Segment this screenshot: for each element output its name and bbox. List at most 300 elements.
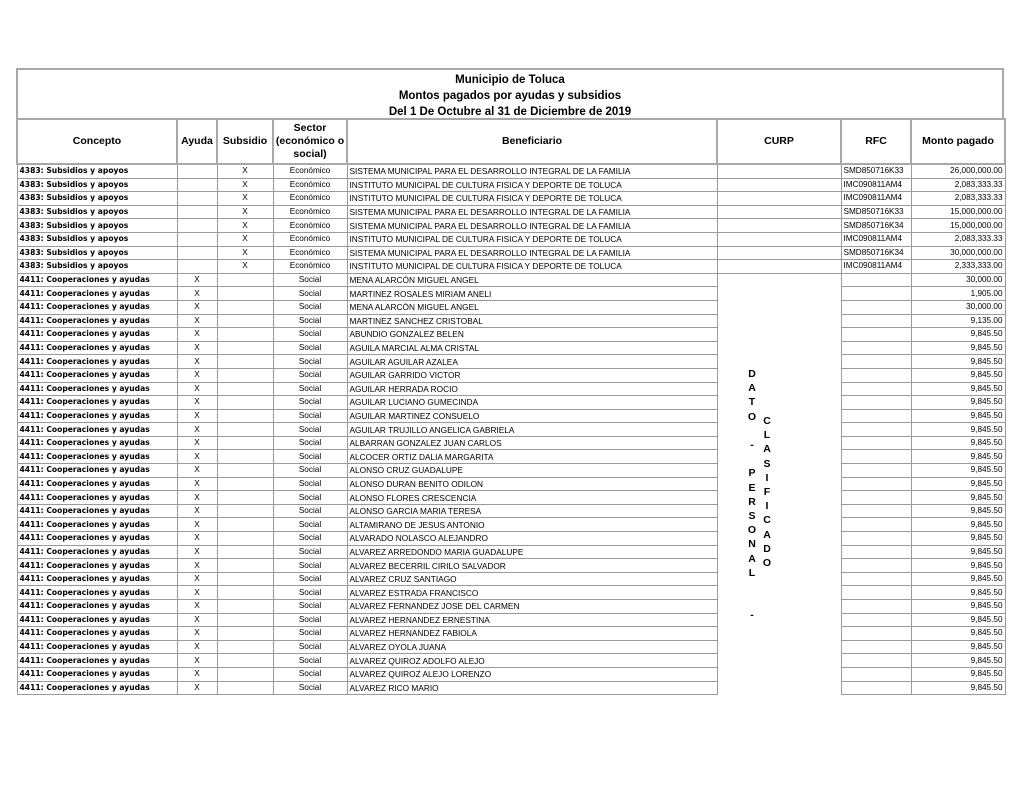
cell-rfc: [841, 640, 911, 654]
table-row: [17, 464, 1005, 478]
header-sector: Sector (económico o social): [273, 119, 347, 164]
cell-monto: 2,083,333.33: [911, 232, 1005, 246]
cell-subsidio: [217, 436, 273, 450]
cell-sector: Económico: [273, 232, 347, 246]
table-row: [17, 328, 1005, 342]
cell-beneficiario: ALONSO GARCIA MARIA TERESA: [347, 504, 717, 518]
cell-sector: Social: [273, 314, 347, 328]
cell-rfc: [841, 559, 911, 573]
report-title-box: [16, 68, 1004, 118]
cell-beneficiario: ALVAREZ QUIROZ ADOLFO ALEJO: [347, 654, 717, 668]
cell-rfc: [841, 654, 911, 668]
cell-subsidio: X: [217, 232, 273, 246]
cell-monto: 9,845.50: [911, 613, 1005, 627]
cell-sector: Social: [273, 545, 347, 559]
cell-concepto: 4411: Cooperaciones y ayudas: [17, 572, 177, 586]
cell-ayuda: [177, 260, 217, 274]
table-row: [17, 260, 1005, 274]
cell-concepto: 4411: Cooperaciones y ayudas: [17, 355, 177, 369]
cell-beneficiario: MARTINEZ SANCHEZ CRISTOBAL: [347, 314, 717, 328]
title-report-name: Montos pagados por ayudas y subsidios: [398, 90, 622, 102]
table-row: [17, 314, 1005, 328]
cell-monto: 9,845.50: [911, 423, 1005, 437]
vertical-letter: -: [750, 439, 754, 452]
table-row: [17, 559, 1005, 573]
header-beneficiario: Beneficiario: [347, 119, 717, 164]
cell-rfc: [841, 328, 911, 342]
cell-beneficiario: ALVAREZ OYOLA JUANA: [347, 640, 717, 654]
cell-concepto: 4411: Cooperaciones y ayudas: [17, 464, 177, 478]
cell-ayuda: X: [177, 450, 217, 464]
vertical-letter: S: [748, 510, 756, 523]
cell-monto: 1,905.00: [911, 287, 1005, 301]
cell-monto: 9,845.50: [911, 586, 1005, 600]
cell-ayuda: X: [177, 355, 217, 369]
cell-subsidio: X: [217, 164, 273, 178]
cell-rfc: [841, 341, 911, 355]
cell-ayuda: X: [177, 396, 217, 410]
cell-concepto: 4411: Cooperaciones y ayudas: [17, 314, 177, 328]
cell-concepto: 4411: Cooperaciones y ayudas: [17, 640, 177, 654]
vertical-letter: O: [747, 524, 757, 537]
table-row: [17, 287, 1005, 301]
report: [16, 68, 1004, 695]
vertical-letter: N: [748, 538, 756, 551]
vertical-letter: [745, 580, 759, 594]
title-period: Del 1 De Octubre al 31 de Diciembre de 2019: [388, 106, 632, 118]
cell-subsidio: [217, 477, 273, 491]
table-row: [17, 545, 1005, 559]
table-row: [17, 667, 1005, 681]
cell-beneficiario: ALONSO DURAN BENITO ODILON: [347, 477, 717, 491]
vertical-letter: I: [765, 471, 769, 484]
table-row: [17, 600, 1005, 614]
cell-ayuda: X: [177, 436, 217, 450]
vertical-letter: A: [763, 443, 771, 456]
cell-ayuda: X: [177, 613, 217, 627]
table-body: [17, 164, 1005, 695]
cell-rfc: [841, 355, 911, 369]
cell-monto: 2,083,333.33: [911, 178, 1005, 192]
table-row: [17, 586, 1005, 600]
cell-sector: Social: [273, 600, 347, 614]
cell-rfc: [841, 600, 911, 614]
cell-beneficiario: SISTEMA MUNICIPAL PARA EL DESARROLLO INTEGRAL DE LA FAMILIA: [347, 205, 717, 219]
cell-rfc: SMD850716K34: [841, 219, 911, 233]
cell-subsidio: [217, 572, 273, 586]
cell-monto: 9,845.50: [911, 396, 1005, 410]
cell-subsidio: [217, 613, 273, 627]
cell-rfc: [841, 368, 911, 382]
cell-sector: Social: [273, 273, 347, 287]
cell-beneficiario: AGUILAR TRUJILLO ANGELICA GABRIELA: [347, 423, 717, 437]
vertical-letter: E: [748, 481, 756, 494]
cell-sector: Social: [273, 504, 347, 518]
cell-monto: 2,083,333.33: [911, 192, 1005, 206]
cell-sector: Social: [273, 341, 347, 355]
cell-curp: [717, 246, 841, 260]
cell-subsidio: [217, 450, 273, 464]
cell-subsidio: [217, 532, 273, 546]
table-row: [17, 504, 1005, 518]
table-row: [17, 572, 1005, 586]
cell-subsidio: [217, 654, 273, 668]
cell-subsidio: [217, 681, 273, 695]
cell-sector: Social: [273, 559, 347, 573]
table-row: [17, 246, 1005, 260]
cell-beneficiario: MARTINEZ ROSALES MIRIAM ANELI: [347, 287, 717, 301]
cell-subsidio: [217, 586, 273, 600]
vertical-letter: I: [765, 500, 769, 513]
header-curp: CURP: [717, 119, 841, 164]
cell-subsidio: [217, 328, 273, 342]
cell-concepto: 4383: Subsidios y apoyos: [17, 192, 177, 206]
cell-subsidio: [217, 423, 273, 437]
cell-ayuda: X: [177, 464, 217, 478]
cell-ayuda: X: [177, 273, 217, 287]
cell-ayuda: X: [177, 423, 217, 437]
cell-monto: 9,845.50: [911, 600, 1005, 614]
table-row: [17, 627, 1005, 641]
cell-beneficiario: AGUILA MARCIAL ALMA CRISTAL: [347, 341, 717, 355]
cell-beneficiario: ALONSO CRUZ GUADALUPE: [347, 464, 717, 478]
table-row: [17, 436, 1005, 450]
cell-subsidio: [217, 300, 273, 314]
cell-beneficiario: AGUILAR LUCIANO GUMECINDA: [347, 396, 717, 410]
cell-curp: [717, 192, 841, 206]
cell-monto: 9,845.50: [911, 341, 1005, 355]
cell-ayuda: [177, 232, 217, 246]
cell-ayuda: [177, 246, 217, 260]
cell-concepto: 4411: Cooperaciones y ayudas: [17, 504, 177, 518]
cell-sector: Social: [273, 491, 347, 505]
cell-sector: Social: [273, 287, 347, 301]
cell-monto: 26,000,000.00: [911, 164, 1005, 178]
cell-monto: 9,845.50: [911, 409, 1005, 423]
cell-subsidio: [217, 464, 273, 478]
table-row: [17, 341, 1005, 355]
cell-concepto: 4411: Cooperaciones y ayudas: [17, 667, 177, 681]
cell-concepto: 4411: Cooperaciones y ayudas: [17, 300, 177, 314]
cell-sector: Social: [273, 436, 347, 450]
vertical-letter: A: [763, 528, 771, 541]
cell-beneficiario: ALCOCER ORTIZ DALIA MARGARITA: [347, 450, 717, 464]
cell-subsidio: X: [217, 192, 273, 206]
cell-monto: 9,845.50: [911, 532, 1005, 546]
cell-ayuda: X: [177, 409, 217, 423]
cell-sector: Social: [273, 586, 347, 600]
cell-rfc: SMD850716K34: [841, 246, 911, 260]
table-row: [17, 681, 1005, 695]
table-row: [17, 219, 1005, 233]
cell-beneficiario: MENA ALARCÓN MIGUEL ANGEL: [347, 300, 717, 314]
cell-subsidio: [217, 504, 273, 518]
cell-beneficiario: INSTITUTO MUNICIPAL DE CULTURA FISICA Y DEPORTE DE TOLUCA: [347, 232, 717, 246]
table-row: [17, 300, 1005, 314]
cell-curp-redacted: [717, 273, 841, 694]
cell-concepto: 4411: Cooperaciones y ayudas: [17, 532, 177, 546]
cell-rfc: [841, 572, 911, 586]
cell-subsidio: [217, 341, 273, 355]
cell-curp: [717, 164, 841, 178]
cell-beneficiario: ALBARRAN GONZALEZ JUAN CARLOS: [347, 436, 717, 450]
cell-concepto: 4411: Cooperaciones y ayudas: [17, 545, 177, 559]
cell-rfc: [841, 477, 911, 491]
cell-monto: 9,845.50: [911, 504, 1005, 518]
cell-rfc: [841, 627, 911, 641]
cell-subsidio: X: [217, 246, 273, 260]
table-row: [17, 396, 1005, 410]
cell-ayuda: X: [177, 477, 217, 491]
cell-beneficiario: SISTEMA MUNICIPAL PARA EL DESARROLLO INTEGRAL DE LA FAMILIA: [347, 164, 717, 178]
cell-ayuda: X: [177, 518, 217, 532]
cell-sector: Social: [273, 667, 347, 681]
cell-subsidio: [217, 559, 273, 573]
cell-rfc: [841, 504, 911, 518]
cell-ayuda: X: [177, 681, 217, 695]
table-row: [17, 164, 1005, 178]
table-row: [17, 409, 1005, 423]
cell-beneficiario: MENA ALARCÓN MIGUEL ANGEL: [347, 273, 717, 287]
cell-monto: 9,845.50: [911, 627, 1005, 641]
cell-curp: [717, 205, 841, 219]
cell-ayuda: X: [177, 314, 217, 328]
cell-ayuda: X: [177, 640, 217, 654]
cell-beneficiario: ALVAREZ HERNANDEZ FABIOLA: [347, 627, 717, 641]
cell-beneficiario: ALVAREZ ESTRADA FRANCISCO: [347, 586, 717, 600]
cell-beneficiario: ALVAREZ RICO MARIO: [347, 681, 717, 695]
cell-concepto: 4383: Subsidios y apoyos: [17, 246, 177, 260]
cell-concepto: 4383: Subsidios y apoyos: [17, 232, 177, 246]
vertical-letter: R: [748, 495, 756, 508]
cell-ayuda: X: [177, 532, 217, 546]
cell-rfc: [841, 586, 911, 600]
cell-sector: Social: [273, 681, 347, 695]
cell-beneficiario: ALTAMIRANO DE JESUS ANTONIO: [347, 518, 717, 532]
cell-ayuda: X: [177, 382, 217, 396]
cell-sector: Económico: [273, 192, 347, 206]
cell-concepto: 4411: Cooperaciones y ayudas: [17, 436, 177, 450]
cell-sector: Social: [273, 464, 347, 478]
cell-subsidio: X: [217, 178, 273, 192]
cell-ayuda: X: [177, 300, 217, 314]
cell-monto: 9,845.50: [911, 491, 1005, 505]
cell-sector: Social: [273, 328, 347, 342]
cell-ayuda: X: [177, 654, 217, 668]
cell-rfc: [841, 382, 911, 396]
vertical-letter: O: [747, 410, 757, 423]
cell-rfc: [841, 518, 911, 532]
cell-concepto: 4383: Subsidios y apoyos: [17, 219, 177, 233]
cell-rfc: [841, 450, 911, 464]
cell-curp: [717, 232, 841, 246]
cell-sector: Social: [273, 572, 347, 586]
cell-beneficiario: INSTITUTO MUNICIPAL DE CULTURA FISICA Y DEPORTE DE TOLUCA: [347, 178, 717, 192]
cell-beneficiario: ALVARADO NOLASCO ALEJANDRO: [347, 532, 717, 546]
table-row: [17, 205, 1005, 219]
cell-beneficiario: ALONSO FLORES CRESCENCIA: [347, 491, 717, 505]
cell-ayuda: X: [177, 328, 217, 342]
cell-beneficiario: SISTEMA MUNICIPAL PARA EL DESARROLLO INTEGRAL DE LA FAMILIA: [347, 219, 717, 233]
cell-concepto: 4411: Cooperaciones y ayudas: [17, 273, 177, 287]
cell-monto: 9,135.00: [911, 314, 1005, 328]
cell-ayuda: X: [177, 368, 217, 382]
header-monto: Monto pagado: [911, 119, 1005, 164]
cell-subsidio: [217, 518, 273, 532]
cell-ayuda: X: [177, 504, 217, 518]
cell-ayuda: X: [177, 600, 217, 614]
cell-ayuda: [177, 219, 217, 233]
vertical-letter: D: [763, 542, 771, 555]
cell-ayuda: X: [177, 559, 217, 573]
table-row: [17, 654, 1005, 668]
cell-sector: Social: [273, 450, 347, 464]
table-row: [17, 518, 1005, 532]
table-row: [17, 192, 1005, 206]
cell-sector: Social: [273, 532, 347, 546]
cell-rfc: [841, 545, 911, 559]
cell-sector: Social: [273, 654, 347, 668]
cell-subsidio: [217, 368, 273, 382]
cell-monto: 30,000,000.00: [911, 246, 1005, 260]
cell-monto: 9,845.50: [911, 654, 1005, 668]
cell-beneficiario: AGUILAR AGUILAR AZALEA: [347, 355, 717, 369]
cell-concepto: 4411: Cooperaciones y ayudas: [17, 287, 177, 301]
cell-rfc: SMD850716K33: [841, 164, 911, 178]
cell-sector: Social: [273, 613, 347, 627]
vertical-letter: T: [748, 396, 756, 409]
header-row: [17, 119, 1005, 164]
cell-sector: Social: [273, 518, 347, 532]
cell-concepto: 4383: Subsidios y apoyos: [17, 164, 177, 178]
cell-monto: 9,845.50: [911, 464, 1005, 478]
cell-subsidio: X: [217, 205, 273, 219]
vertical-letter: [745, 452, 759, 466]
cell-rfc: [841, 396, 911, 410]
cell-monto: 30,000.00: [911, 300, 1005, 314]
cell-sector: Social: [273, 640, 347, 654]
cell-subsidio: [217, 396, 273, 410]
cell-sector: Económico: [273, 246, 347, 260]
cell-monto: 9,845.50: [911, 681, 1005, 695]
cell-concepto: 4383: Subsidios y apoyos: [17, 205, 177, 219]
cell-ayuda: [177, 178, 217, 192]
cell-rfc: [841, 667, 911, 681]
cell-rfc: [841, 681, 911, 695]
cell-beneficiario: INSTITUTO MUNICIPAL DE CULTURA FISICA Y DEPORTE DE TOLUCA: [347, 260, 717, 274]
cell-monto: 2,333,333.00: [911, 260, 1005, 274]
header-ayuda: Ayuda: [177, 119, 217, 164]
cell-concepto: 4411: Cooperaciones y ayudas: [17, 382, 177, 396]
cell-ayuda: X: [177, 491, 217, 505]
cell-beneficiario: ALVAREZ FERNANDEZ JOSE DEL CARMEN: [347, 600, 717, 614]
cell-sector: Social: [273, 627, 347, 641]
cell-concepto: 4411: Cooperaciones y ayudas: [17, 559, 177, 573]
cell-monto: 9,845.50: [911, 518, 1005, 532]
cell-beneficiario: AGUILAR MARTINEZ CONSUELO: [347, 409, 717, 423]
cell-sector: Social: [273, 396, 347, 410]
curp-redacted-label-2: [760, 414, 774, 570]
table-row: [17, 450, 1005, 464]
header-rfc: RFC: [841, 119, 911, 164]
cell-concepto: 4411: Cooperaciones y ayudas: [17, 491, 177, 505]
vertical-letter: D: [748, 368, 756, 380]
cell-monto: 15,000,000.00: [911, 219, 1005, 233]
table-row: [17, 532, 1005, 546]
cell-curp: [717, 260, 841, 274]
vertical-letter: [745, 594, 759, 608]
cell-concepto: 4411: Cooperaciones y ayudas: [17, 396, 177, 410]
cell-sector: Económico: [273, 164, 347, 178]
cell-rfc: [841, 491, 911, 505]
cell-ayuda: X: [177, 586, 217, 600]
cell-sector: Social: [273, 423, 347, 437]
cell-curp: [717, 219, 841, 233]
table-row: [17, 640, 1005, 654]
cell-beneficiario: ALVAREZ QUIROZ ALEJO LORENZO: [347, 667, 717, 681]
cell-sector: Económico: [273, 205, 347, 219]
cell-subsidio: [217, 545, 273, 559]
table-row: [17, 382, 1005, 396]
cell-beneficiario: ABUNDIO GONZALEZ BELEN: [347, 328, 717, 342]
cell-monto: 9,845.50: [911, 368, 1005, 382]
cell-beneficiario: ALVAREZ CRUZ SANTIAGO: [347, 572, 717, 586]
cell-subsidio: [217, 314, 273, 328]
vertical-letter: A: [748, 552, 756, 565]
vertical-letter: L: [763, 429, 771, 442]
cell-monto: 9,845.50: [911, 436, 1005, 450]
cell-ayuda: [177, 192, 217, 206]
cell-subsidio: [217, 600, 273, 614]
table-row: [17, 368, 1005, 382]
table-row: [17, 613, 1005, 627]
vertical-letter: S: [763, 457, 771, 470]
curp-redacted-label-1: [745, 367, 759, 623]
cell-rfc: IMC090811AM4: [841, 260, 911, 274]
title-municipality: Municipio de Toluca: [455, 74, 565, 86]
cell-sector: Social: [273, 477, 347, 491]
cell-rfc: IMC090811AM4: [841, 178, 911, 192]
table-row: [17, 273, 1005, 287]
cell-sector: Económico: [273, 260, 347, 274]
cell-concepto: 4383: Subsidios y apoyos: [17, 178, 177, 192]
cell-subsidio: [217, 273, 273, 287]
cell-ayuda: [177, 164, 217, 178]
cell-concepto: 4383: Subsidios y apoyos: [17, 260, 177, 274]
payments-table: [16, 118, 1006, 695]
cell-sector: Social: [273, 409, 347, 423]
table-row: [17, 477, 1005, 491]
table-row: [17, 232, 1005, 246]
cell-monto: 9,845.50: [911, 559, 1005, 573]
cell-rfc: [841, 464, 911, 478]
cell-rfc: [841, 423, 911, 437]
cell-subsidio: X: [217, 260, 273, 274]
cell-concepto: 4411: Cooperaciones y ayudas: [17, 409, 177, 423]
cell-concepto: 4411: Cooperaciones y ayudas: [17, 328, 177, 342]
cell-monto: 9,845.50: [911, 545, 1005, 559]
cell-sector: Social: [273, 355, 347, 369]
cell-monto: 15,000,000.00: [911, 205, 1005, 219]
cell-monto: 9,845.50: [911, 450, 1005, 464]
cell-sector: Social: [273, 300, 347, 314]
cell-monto: 9,845.50: [911, 572, 1005, 586]
cell-concepto: 4411: Cooperaciones y ayudas: [17, 450, 177, 464]
cell-beneficiario: INSTITUTO MUNICIPAL DE CULTURA FISICA Y DEPORTE DE TOLUCA: [347, 192, 717, 206]
cell-ayuda: X: [177, 627, 217, 641]
cell-concepto: 4411: Cooperaciones y ayudas: [17, 477, 177, 491]
cell-ayuda: X: [177, 667, 217, 681]
